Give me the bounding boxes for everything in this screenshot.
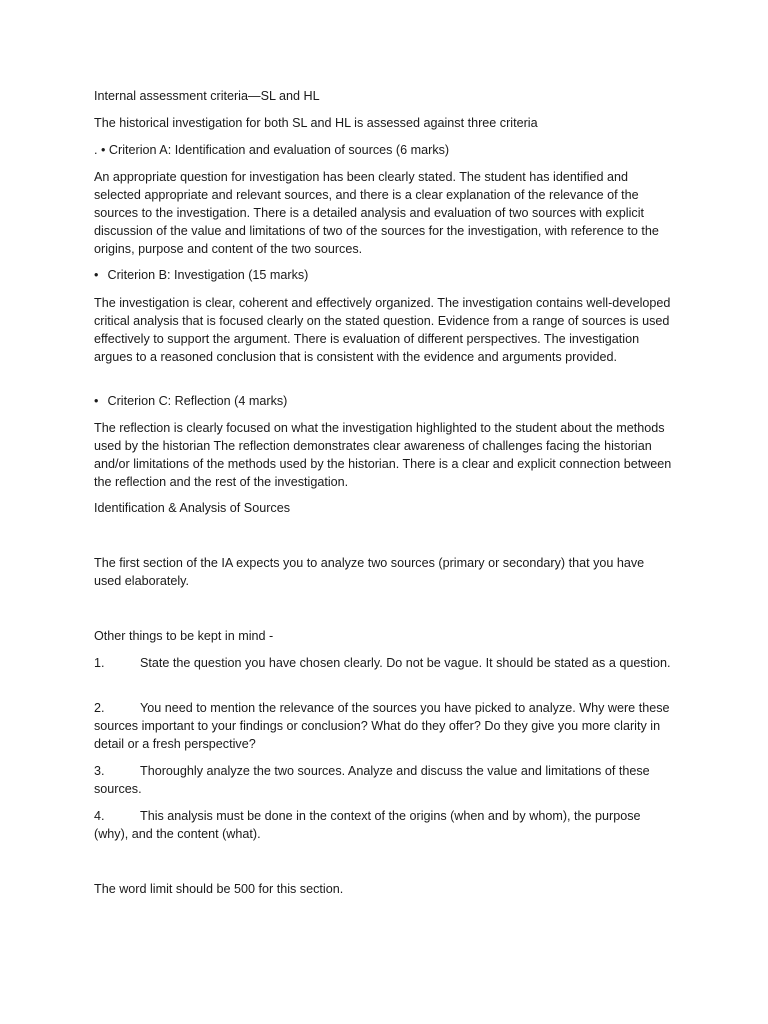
criterion-c-heading	[94, 392, 674, 410]
list-item	[94, 807, 674, 843]
criterion-c-label: Criterion C: Reflection (4 marks)	[107, 394, 288, 408]
keep-in-mind-heading: Other things to be kept in mind -	[94, 629, 274, 643]
criterion-c-paragraph: The reflection is clearly focused on what the investigation highlighted to the student about the methods used by the historian The reflection demonstrates clear awareness of challenges facing the historian and/or limitations of the methods used by the historian. There is a clear and explicit connection between the reflection and the rest of the investigation.	[94, 421, 672, 489]
list-item	[94, 654, 674, 672]
bullet-icon: •	[94, 268, 99, 282]
list-item-number: 3.	[94, 764, 105, 778]
list-item-text: Thoroughly analyze the two sources. Analyze and discuss the value and limitations of these sources.	[94, 764, 650, 796]
intro-paragraph: The historical investigation for both SL and HL is assessed against three criteria	[94, 116, 538, 130]
list-item	[94, 762, 674, 798]
section-intro-paragraph: The first section of the IA expects you to analyze two sources (primary or secondary) that you have used elaborately.	[94, 556, 645, 588]
criterion-b-label: Criterion B: Investigation (15 marks)	[107, 268, 309, 282]
bullet-icon: •	[94, 394, 99, 408]
list-item-number: 1.	[94, 656, 105, 670]
criterion-b-heading	[94, 266, 674, 284]
criterion-b-paragraph: The investigation is clear, coherent and effectively organized. The investigation contains well-developed critical analysis that is focused clearly on the stated question. Evidence from a range of sources is used effectively to support the argument. There is evaluation of different perspectives. The investigation argues to a reasoned conclusion that is consistent with the evidence and arguments provided.	[94, 296, 671, 364]
criterion-a-heading: . • Criterion A: Identification and evaluation of sources (6 marks)	[94, 143, 450, 157]
list-item-text: State the question you have chosen clearly. Do not be vague. It should be stated as a question.	[140, 656, 671, 670]
criterion-a-paragraph: An appropriate question for investigation has been clearly stated. The student has identified and selected appropriate and relevant sources, and there is a clear explanation of the relevance of the sources to the investigation. There is a detailed analysis and evaluation of two sources with explicit discussion of the value and limitations of two of the sources for the investigation, with reference to the origins, purpose and content of the two sources.	[94, 170, 659, 256]
list-item-text: You need to mention the relevance of the sources you have picked to analyze. Why were these sources important to your findings or conclusion? What do they offer? Do they give you more clarity in detail or a fresh perspective?	[94, 701, 670, 751]
section-heading: Identification & Analysis of Sources	[94, 501, 291, 515]
list-item-number: 4.	[94, 809, 105, 823]
word-limit-note: The word limit should be 500 for this section.	[94, 882, 344, 896]
list-item-number: 2.	[94, 701, 105, 715]
document-title: Internal assessment criteria—SL and HL	[94, 89, 320, 103]
list-item-text: This analysis must be done in the context of the origins (when and by whom), the purpose (why), and the content (what).	[94, 809, 641, 841]
list-item	[94, 699, 674, 753]
